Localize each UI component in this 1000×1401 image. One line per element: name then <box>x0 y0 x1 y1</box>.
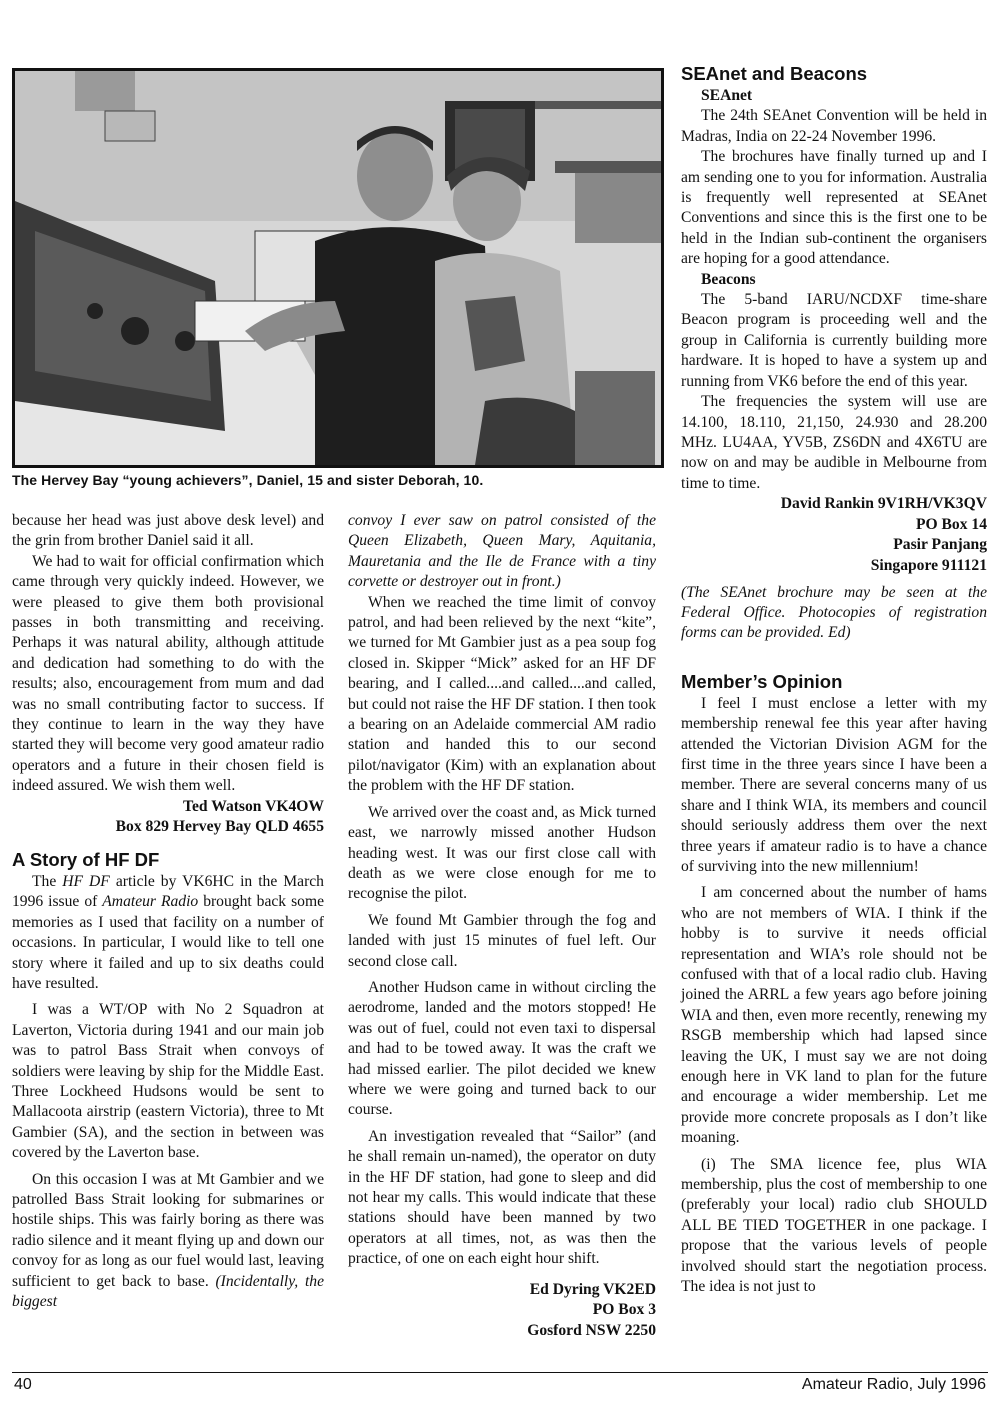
page-number: 40 <box>14 1376 32 1393</box>
signature-address: Singapore 911121 <box>870 556 987 574</box>
paragraph: I am concerned about the number of hams who are not members of WIA. I think if the hobby is to survive it needs official representation and WIA’s role should not be confused with that of a local radio club. Having joined the ARRL a few years ago before joining WIA and then, even more recently, renewing my RSGB membership which had lapsed since leaving the UK, I must say we are not doing enough here in VK land to plan for the future and encourage a wider membership. Let me provide more concrete proposals as I don’t like moaning. <box>681 884 987 1147</box>
publication-line: Amateur Radio, July 1996 <box>801 1376 986 1393</box>
column-2 <box>348 511 656 1341</box>
signature-address: Box 829 Hervey Bay QLD 4655 <box>115 818 324 836</box>
photo-hervey-bay-achievers <box>12 68 664 468</box>
paragraph: The 5-band IARU/NCDXF time-share Beacon program is proceeding well and the group in California is currently building more hardware. It is hoped to have a system up and running from VK6 before the end of this year. <box>681 291 987 390</box>
subheading: Beacons <box>701 270 756 288</box>
photo-image <box>15 71 661 465</box>
paragraph: because her head was just above desk level) and the grin from brother Daniel said it all. <box>12 512 324 550</box>
paragraph: An investigation revealed that “Sailor” (and he shall remain un-named), the operator on duty in the HF DF station, had gone to sleep and did not hear my calls. This would indicate that these stations should have been manned by two operators at all times, not, as was then the practice, of one on each eight hour shift. <box>348 1127 656 1268</box>
editor-note: (The SEAnet brochure may be seen at the Federal Office. Photocopies of registration forms can be provided. Ed) <box>681 583 987 642</box>
photo-caption: The Hervey Bay “young achievers”, Daniel, 15 and sister Deborah, 10. <box>12 472 484 488</box>
footer-rule <box>12 1372 988 1373</box>
paragraph: convoy I ever saw on patrol consisted of the Queen Elizabeth, Queen Mary, Aquitania, Mauretania and the Ile de France with a tiny corvette or destroyer out in front.) <box>348 512 656 591</box>
signature-address: Pasir Panjang <box>893 536 987 554</box>
paragraph: (i) The SMA licence fee, plus WIA membership, plus the cost of membership to one (preferably your local) radio club SHOULD ALL BE TIED TOGETHER in one package. I propose that the various levels of people involved should start the negotiation process. The idea is not just to <box>681 1155 987 1296</box>
paragraph: We found Mt Gambier through the fog and landed with just 15 minutes of fuel left. Our second close call. <box>348 911 656 970</box>
signature-name: David Rankin 9V1RH/VK3QV <box>780 495 987 513</box>
paragraph: We had to wait for official confirmation which came through very quickly indeed. However, we were pleased to give them both provisional passes in both transmitting and receiving. Perhaps it was natural ability, although attitude and dedication had something to do with the results; also, encouragement from mum and dad was no small contributing factor to success. If they continue to learn in the way they have started they will become very good amateur radio operators and a future in their chosen field is indeed assured. We wish them well. <box>12 552 324 795</box>
paragraph: The HF DF article by VK6HC in the March 1996 issue of Amateur Radio brought back some memories as I used that facility on a number of occasions. In particular, I would like to tell one story where it failed and up to six deaths could have resulted. <box>12 872 324 992</box>
section-heading: A Story of HF DF <box>12 848 160 870</box>
paragraph: The frequencies the system will use are 14.100, 18.110, 21,150, 24.930 and 28.200 MHz. LU4AA, YV5B, ZS6DN and 4X6TU are now on and may be audible in Melbourne from time to time. <box>681 393 987 492</box>
subheading: SEAnet <box>701 87 753 104</box>
column-3 <box>681 62 987 1298</box>
paragraph: The 24th SEAnet Convention will be held in Madras, India on 22-24 November 1996. <box>681 107 987 145</box>
column-1 <box>12 511 324 1312</box>
signature-name: Ed Dyring VK2ED <box>529 1280 656 1298</box>
section-heading: Member’s Opinion <box>681 670 843 692</box>
signature-name: Ted Watson VK4OW <box>183 797 324 815</box>
paragraph: The brochures have finally turned up and I am sending one to you for information. Australia is frequently well represented at SEAnet Conventions and since this is the first one to be held in the Indian sub-continent the organisers are hoping for a good attendance. <box>681 148 987 268</box>
paragraph: I feel I must enclose a letter with my membership renewal fee this year after having attended the Victorian Division AGM for the first time in the three years since I have been a member. There are several concerns many of us share and I think WIA, its members and council should seriously address them over the next three years if amateur radio is to have a chance of surviving into the new millennium! <box>681 694 987 875</box>
paragraph: On this occasion I was at Mt Gambier and we patrolled Bass Strait looking for submarines or hostile ships. This was fairly boring as there was radio silence and it meant flying up and down our convoy for as long as our fuel would last, leaving sufficient to get back to base. (Incidentally, the biggest <box>12 1170 324 1310</box>
paragraph: We arrived over the coast and, as Mick turned east, we narrowly missed another Hudson heading west. It was our first close call with death as we were close enough for me to recognise the pilot. <box>348 803 656 903</box>
paragraph: Another Hudson came in without circling the aerodrome, landed and the motors stopped! He was out of fuel, could not even taxi to dispersal and had to be towed away. It was the craft we had missed earlier. The pilot decided we knew where we were going and turned back to our course. <box>348 978 656 1119</box>
signature-address: PO Box 14 <box>915 515 987 533</box>
paragraph: When we reached the time limit of convoy patrol, and had been relieved by the next “kite”, we turned for Mt Gambier just as a pea soup fog closed in. Skipper “Mick” asked for an HF DF bearing, and I called....and called....and called, but could not raise the HF DF station. I then took a bearing on an Adelaide commercial AM radio station and handed this to our second pilot/navigator (Kim) with an explanation about the problem with the HF DF station. <box>348 593 656 795</box>
paragraph: I was a WT/OP with No 2 Squadron at Laverton, Victoria during 1941 and our main job was to patrol Bass Strait when convoys of soldiers were leaving by ship for the Middle East. Three Lockheed Hudsons would be sent to Mallacoota airstrip (eastern Victoria), three to Mt Gambier (SA), and the section in between was covered by the Laverton base. <box>12 1001 324 1162</box>
section-heading: SEAnet and Beacons <box>681 63 868 84</box>
signature-address: Gosford NSW 2250 <box>527 1321 656 1339</box>
signature-address: PO Box 3 <box>592 1301 656 1319</box>
